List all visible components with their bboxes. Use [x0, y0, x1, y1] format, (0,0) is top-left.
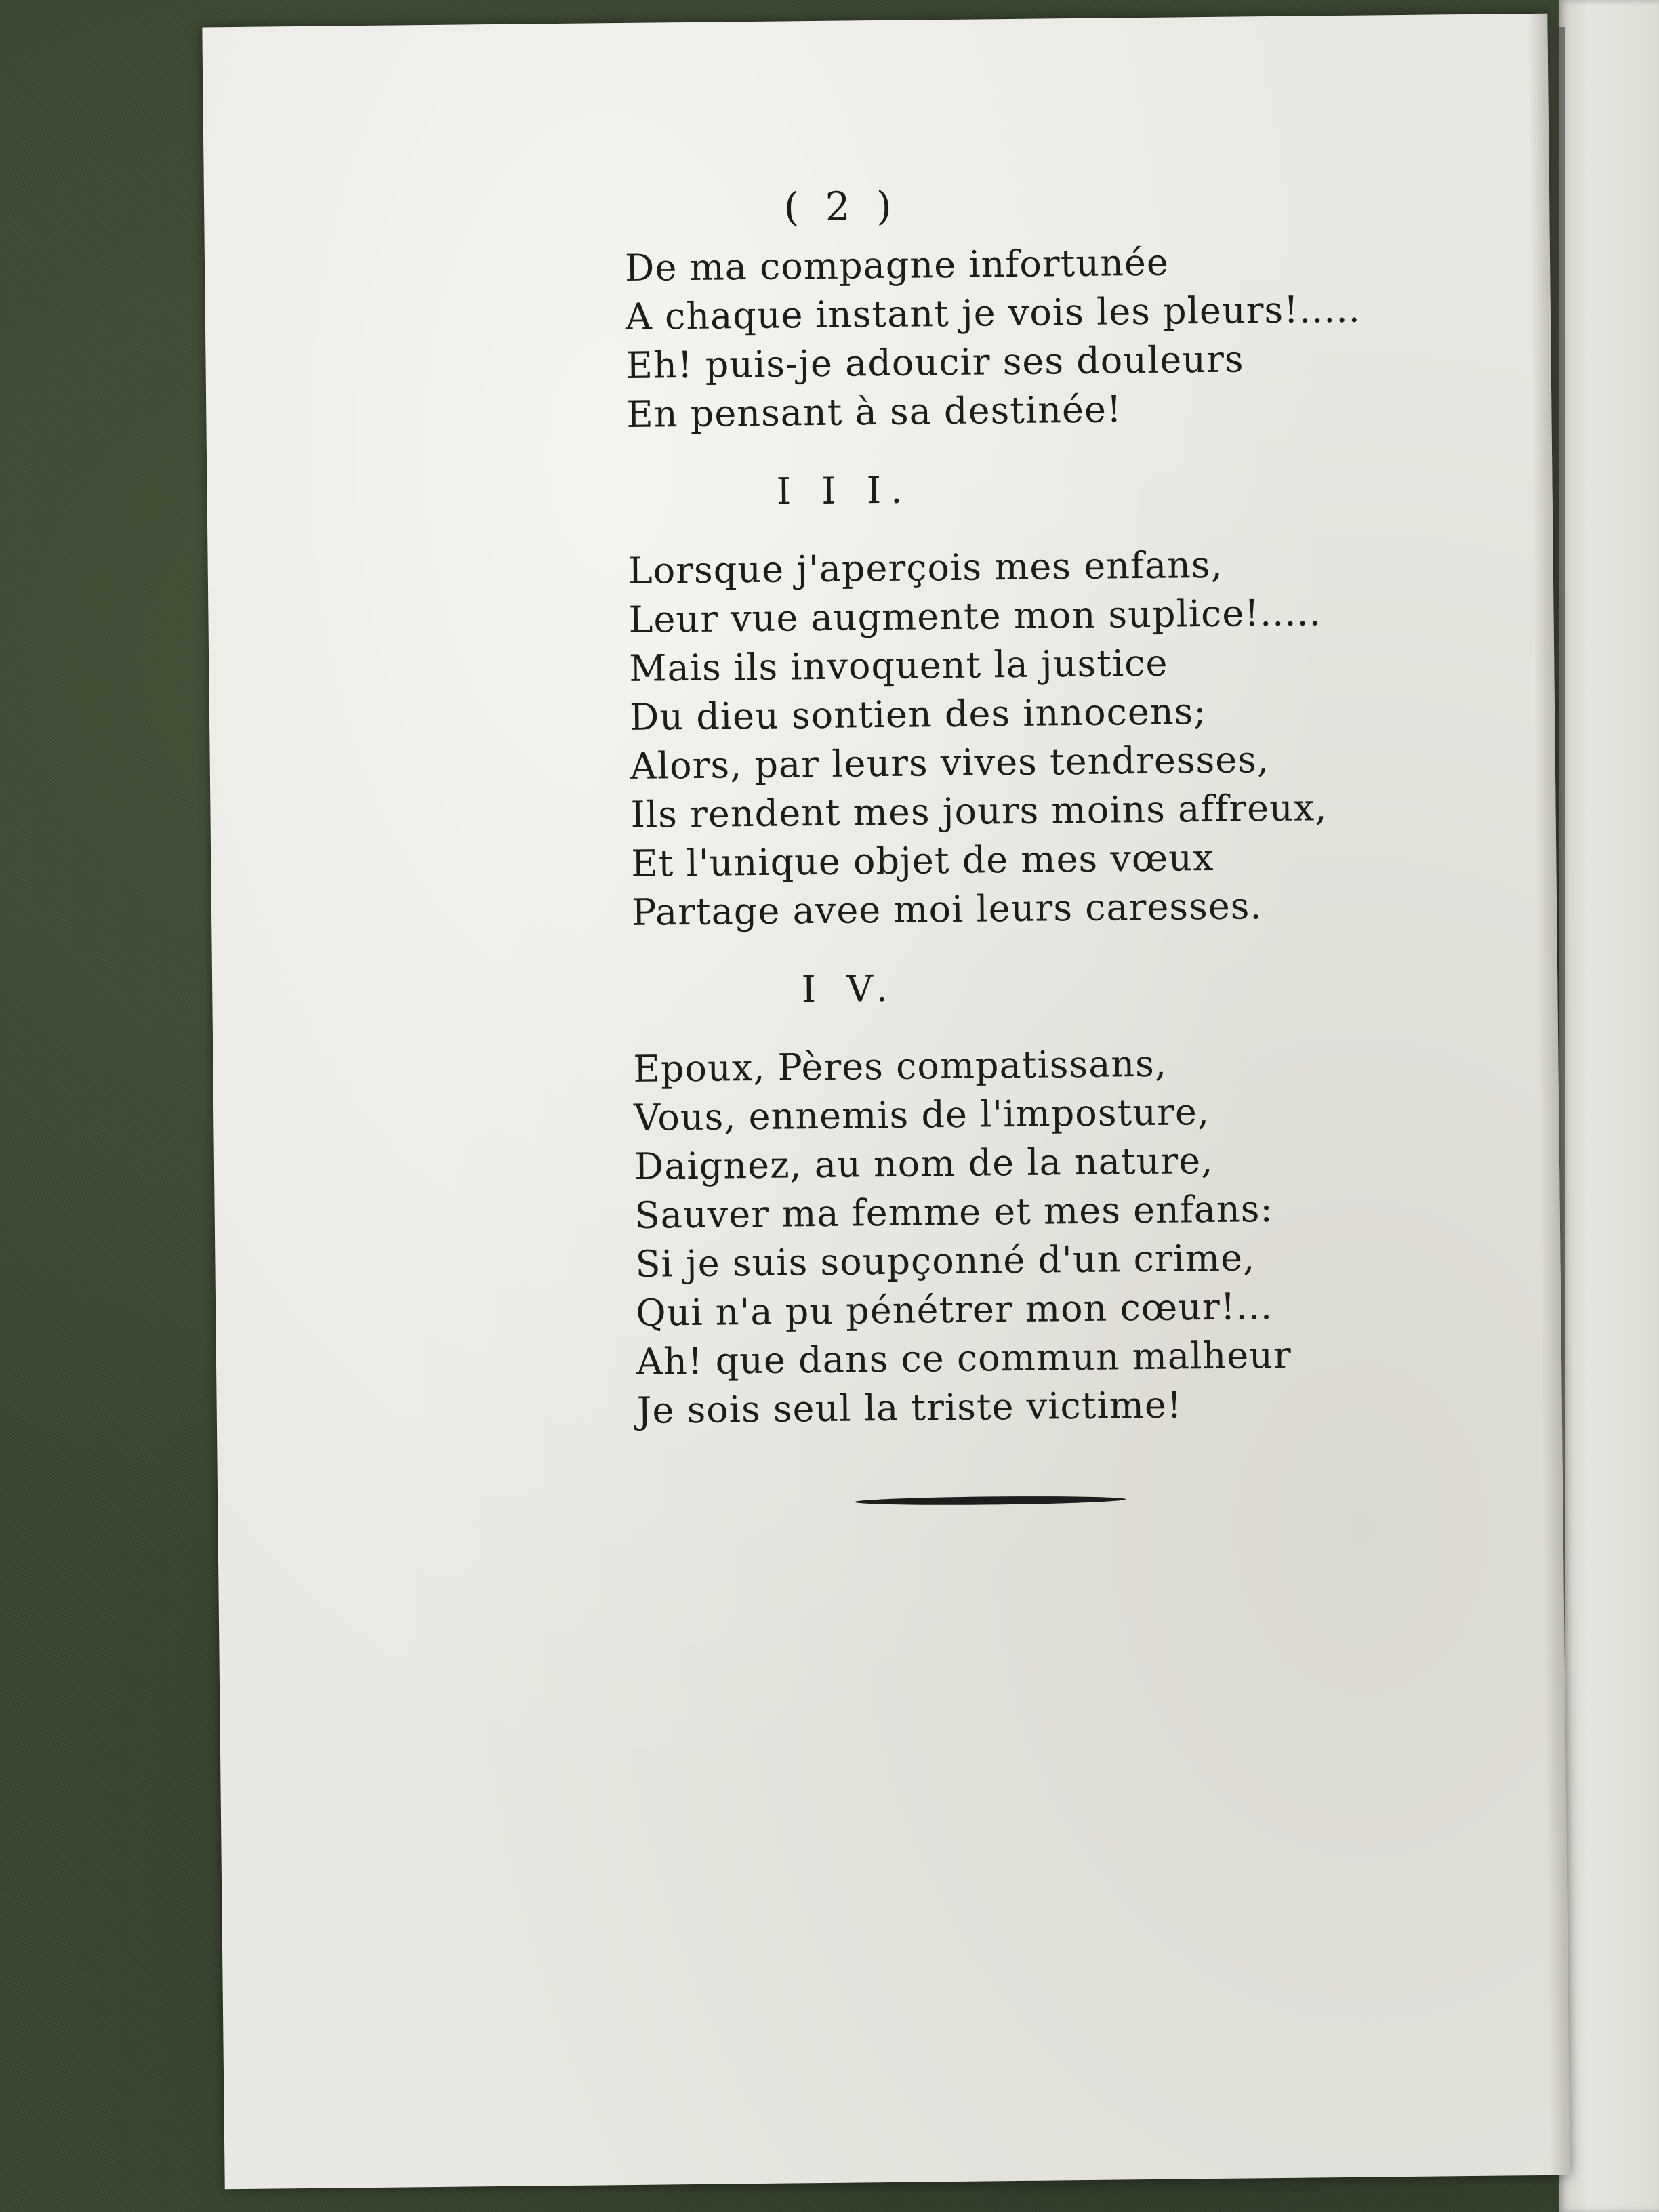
book-page [202, 14, 1570, 2190]
stanza-iv [633, 1036, 1518, 1435]
stanza-iii [628, 537, 1513, 937]
poem-line: Lorsque j'aperçois mes enfans, [628, 543, 1224, 592]
poem-line: De ma compagne infortunée [624, 241, 1170, 289]
stanza-continuation [625, 234, 1508, 439]
poem-line: Epoux, Pères compatissans, [633, 1042, 1168, 1090]
poem-line: Partage avee moi leurs caresses. [631, 884, 1263, 934]
poem-line: Mais ils invoquent la justice [628, 641, 1168, 690]
poem-line: Et l'unique objet de mes vœux [630, 836, 1214, 885]
poem-line: Je sois seul la triste victime! [636, 1383, 1183, 1432]
end-ornament-rule [855, 1495, 1126, 1506]
stanza-numeral-iv: I V. [801, 966, 898, 1011]
poem-text-block [624, 176, 1518, 1435]
poem-line: Sauver ma femme et mes enfans: [634, 1187, 1273, 1237]
page-number: ( 2 ) [783, 182, 899, 230]
stanza-numeral-iii: I I I. [776, 468, 912, 513]
poem-line: Alors, par leurs vives tendresses, [630, 738, 1270, 787]
poem-line: Ils rendent mes jours moins affreux, [630, 786, 1328, 836]
poem-line: Eh! puis-je adoucir ses douleurs [626, 337, 1244, 387]
poem-line: En pensant à sa destinée! [626, 388, 1122, 436]
poem-line: Qui n'a pu pénétrer mon cœur!... [635, 1285, 1273, 1334]
poem-line: A chaque instant je vois les pleurs!..... [625, 287, 1361, 338]
poem-line: Ah! que dans ce commun malheur [636, 1333, 1292, 1383]
poem-line: Si je suis soupçonné d'un crime, [635, 1236, 1256, 1286]
poem-line: Leur vue augmente mon suplice!..... [628, 591, 1322, 641]
facing-page-edge [1559, 0, 1659, 2212]
poem-line: Du dieu sontien des innocens; [629, 690, 1207, 739]
poem-line: Vous, ennemis de l'imposture, [633, 1090, 1210, 1139]
poem-line: Daignez, au nom de la nature, [634, 1139, 1214, 1188]
